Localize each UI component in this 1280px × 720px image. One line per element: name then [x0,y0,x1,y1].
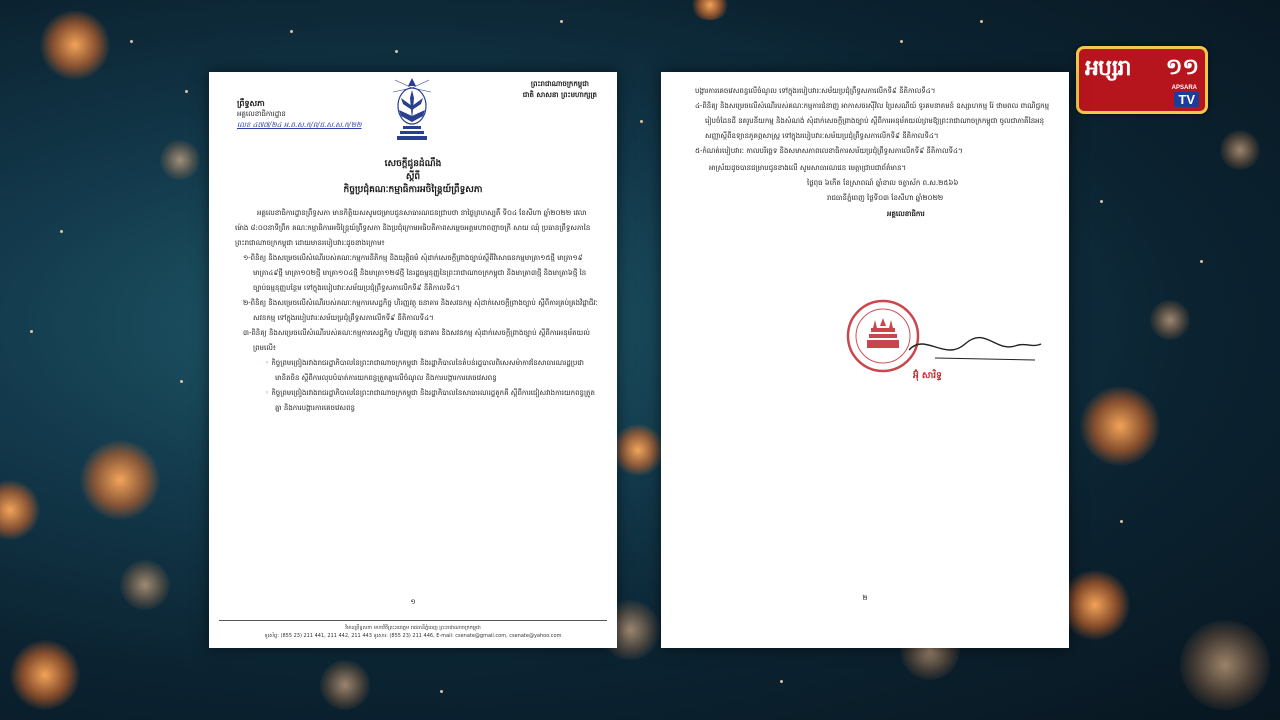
subitem-text: កិច្ចព្រមព្រៀងរវាងរាជរដ្ឋាភិបាលនៃព្រះរាជាណាចក្រកម្ពុជា និងរដ្ឋាភិបាលនៃសាធារណរដ្ឋតួកគី ស្តីពីការជៀសវាងការយកពន្ធត្រួតគ្នា និងការបង្ការការគេចវេសពន្ធ [271,389,595,412]
bullet-marker: ◦ [265,389,272,397]
bokeh-light [612,424,664,476]
logo-name: អប្សរា [1085,55,1131,80]
apsara-tv-logo [1076,46,1208,114]
motto-line: ជាតិ សាសនា ព្រះមហាក្សត្រ [522,90,597,99]
bokeh-light [1080,386,1160,466]
solar-date: រាជធានីភ្នំពេញ ថ្ងៃទី០៣ ខែសីហា ឆ្នាំ២០២២ [827,194,944,202]
sparkle [980,20,983,23]
title-line: កិច្ចប្រជុំគណៈកម្មាធិការអចិន្ត្រៃយ៍ព្រឹទ្ធសភា [343,185,483,195]
agenda-subitem [265,356,599,386]
lunar-date: ថ្ងៃពុធ ៦កើត ខែស្រាពណ៍ ឆ្នាំខាល ចត្វាស័ក ព.ស.២៥៦៦ [807,179,959,187]
sparkle [185,90,188,93]
agenda-item: ២-ពិនិត្យ និងសម្រេចលើសំណើរបស់គណៈកម្មការសេដ្ឋកិច្ច ហិរញ្ញវត្ថុ ធនាគារ និងសវនកម្ម សុំដាក់សេចក្តីព្រាងច្បាប់ ស្តីពីការគ្រប់គ្រងវិជ្ជាជីវៈសវនកម្ម ទៅក្នុងរបៀបវារៈសម័យប្រជុំព្រឹទ្ធសភាលើកទី៩ នីតិកាលទី៤។ [243,299,598,322]
bokeh-light [1180,620,1270,710]
bokeh-light [690,0,730,20]
bokeh-light [1220,130,1260,170]
kingdom-header [523,78,597,100]
logo-sub: APSARA [1171,85,1197,91]
bokeh-light [10,640,80,710]
bokeh-light [80,440,160,520]
agenda-item: ៥-កំណត់របៀបវារៈ កាលបរិច្ឆេទ និងសមាសភាពលេខាធិការសម័យប្រជុំព្រឹទ្ធសភាលើកទី៩ នីតិកាលទី៤។ [695,147,963,155]
sparkle [130,40,133,43]
sparkle [60,230,63,233]
bullet-marker: ◦ [265,359,272,367]
bokeh-light [120,560,170,610]
page-number: ១ [410,598,416,606]
bokeh-light [1150,300,1190,340]
title-line: ស្តីពី [405,172,421,182]
title-line: សេចក្តីជូនដំណឹង [384,159,442,169]
footer-contact: ទូរស័ព្ទ: (855 23) 211 441, 211 442, 211 443 ទូរសារ: (855 23) 211 446, E-mail: csenate@gmail.com, csenate@yahoo.com [264,633,562,639]
issuer-line: ព្រឹទ្ធសភា [237,98,265,108]
bokeh-light [1060,570,1130,640]
sparkle [560,20,563,23]
notice-body-continued [687,84,1051,221]
reference-number: លេខ ៤៧៧/២៤ អ.ព.ស.ក/ព/ជ.ស.ស.ក/២២ [237,121,362,129]
handwritten-signature [905,322,1045,372]
sparkle [30,330,33,333]
sparkle [780,680,783,683]
document-page-2 [661,72,1069,648]
sparkle [180,380,183,383]
notice-body [235,206,599,416]
kingdom-line: ព្រះរាជាណាចក្រកម្ពុជា [530,79,589,88]
sparkle [1200,260,1203,263]
subitem-text: កិច្ចព្រមព្រៀងរវាងរាជរដ្ឋាភិបាលនៃព្រះរាជាណាចក្រកម្ពុជា និងរដ្ឋាភិបាលនៃតំបន់រដ្ឋបាលពិសេសម៉ាកាវនៃសាធារណរដ្ឋប្រជាមានិតចិន ស្តីពីការលុបបំបាត់ការយកពន្ធត្រួតគ្នាលើចំណូល និងការបង្ការការគេចវេសពន្ធ [271,359,584,382]
signatory-title: អគ្គលេខាធិការ [887,209,925,218]
sparkle [1120,520,1123,523]
document-page-1 [209,72,617,648]
agenda-item: ៤-ពិនិត្យ និងសម្រេចលើសំណើរបស់គណៈកម្មការជំនាញ អាកាសចរស៊ីវិល ប្រៃសណីយ៍ ទូរគមនាគមន៍ ឧស្សាហកម្ម រ៉ែ ថាមពល ពាណិជ្ជកម្ម រៀបចំដែនដី នគរូបនីយកម្ម និងសំណង់ សុំដាក់សេចក្តីព្រាងច្បាប់ ស្តីពីការអនុម័តយល់ព្រមឱ្យព្រះរាជាណាចក្រកម្ពុជា ចូលជាភាគីនៃអនុសញ្ញាស្តីពីឧទ្យានភូគព្ភសាស្ត្រ ទៅក្នុងរបៀបវារៈសម័យប្រជុំព្រឹទ្ធសភាលើកទី៩ នីតិកាលទី៤។ [695,102,1050,140]
agenda-item: ៣-ពិនិត្យ និងសម្រេចលើសំណើរបស់គណៈកម្មការសេដ្ឋកិច្ច ហិរញ្ញវត្ថុ ធនាគារ និងសវនកម្ម សុំដាក់សេចក្តីព្រាងច្បាប់ ស្តីពីការអនុម័តយល់ព្រមលើ៖ [243,329,590,352]
closing-paragraph: អាស្រ័យដូចបានជម្រាបជូនខាងលើ សូមសាធារណជន មេត្តាជ្រាបជាព័ត៌មាន។ [709,164,907,172]
bokeh-light [0,480,40,540]
issuer-line: អគ្គលេខាធិការដ្ឋាន [237,110,286,118]
agenda-item-continued: បង្ការការគេចវេសពន្ធលើចំណូល ទៅក្នុងរបៀបវារៈសម័យប្រជុំព្រឹទ្ធសភាលើកទី៩ នីតិកាលទី៤។ [695,87,936,95]
bokeh-light [40,10,110,80]
sparkle [440,690,443,693]
footer-address: វិមានព្រឹទ្ធសភា មហាវិថីព្រះនរោត្តម រាជធានីភ្នំពេញ ព្រះរាជាណាចក្រកម្ពុជា [345,625,481,631]
page-footer [219,620,607,640]
bokeh-light [160,140,200,180]
logo-number: ១១ [1165,54,1199,79]
sparkle [640,120,643,123]
issuer-header [237,98,362,131]
bokeh-light [320,660,370,710]
agenda-subitem [265,386,599,416]
sparkle [900,40,903,43]
notice-title [209,158,617,197]
sparkle [1100,200,1103,203]
logo-tv: TV [1174,92,1199,107]
agenda-item: ១-ពិនិត្យ និងសម្រេចលើសំណើរបស់គណៈកម្មការនីតិកម្ម និងយុត្តិធម៌ សុំដាក់សេចក្តីព្រាងច្បាប់ស្តីពីវិសោធនកម្មមាត្រា១៥ថ្មី មាត្រា១៩ មាត្រា៤៩ថ្មី មាត្រា១០២ថ្មី មាត្រា១០៤ថ្មី និងមាត្រា១២៨ថ្មី នៃរដ្ឋធម្មនុញ្ញនៃព្រះរាជាណាចក្រកម្ពុជា និងមាត្រា៣ថ្មី និងមាត្រា៦ថ្មី នៃច្បាប់ធម្មនុញ្ញបន្ថែម ទៅក្នុងរបៀបវារៈសម័យប្រជុំព្រឹទ្ធសភាលើកទី៩ នីតិកាលទី៤។ [243,254,587,292]
page-number: ២ [862,594,868,602]
signer-name: អ៊ុំ សារិទ្ធ [913,371,942,381]
intro-paragraph: អគ្គលេខាធិការដ្ឋានព្រឹទ្ធសភា មានកិត្តិយសសូមជម្រាបជូនសាធារណជនជ្រាបថា នាថ្ងៃព្រហស្បតិ៍ ទី០៤ ខែសីហា ឆ្នាំ២០២២ វេលាម៉ោង ៨:០០នាទីព្រឹក គណៈកម្មាធិការអចិន្ត្រៃយ៍ព្រឹទ្ធសភា និងប្រជុំក្រោមអធិបតីភាពសម្តេចអគ្គមហាពញាចក្រី សាយ ឈុំ ប្រធានព្រឹទ្ធសភានៃព្រះរាជាណាចក្រកម្ពុជា ដោយមានរបៀបវារៈដូចខាងក្រោម៖ [235,209,591,247]
sparkle [290,30,293,33]
sparkle [395,50,398,53]
royal-emblem-icon [391,76,433,148]
